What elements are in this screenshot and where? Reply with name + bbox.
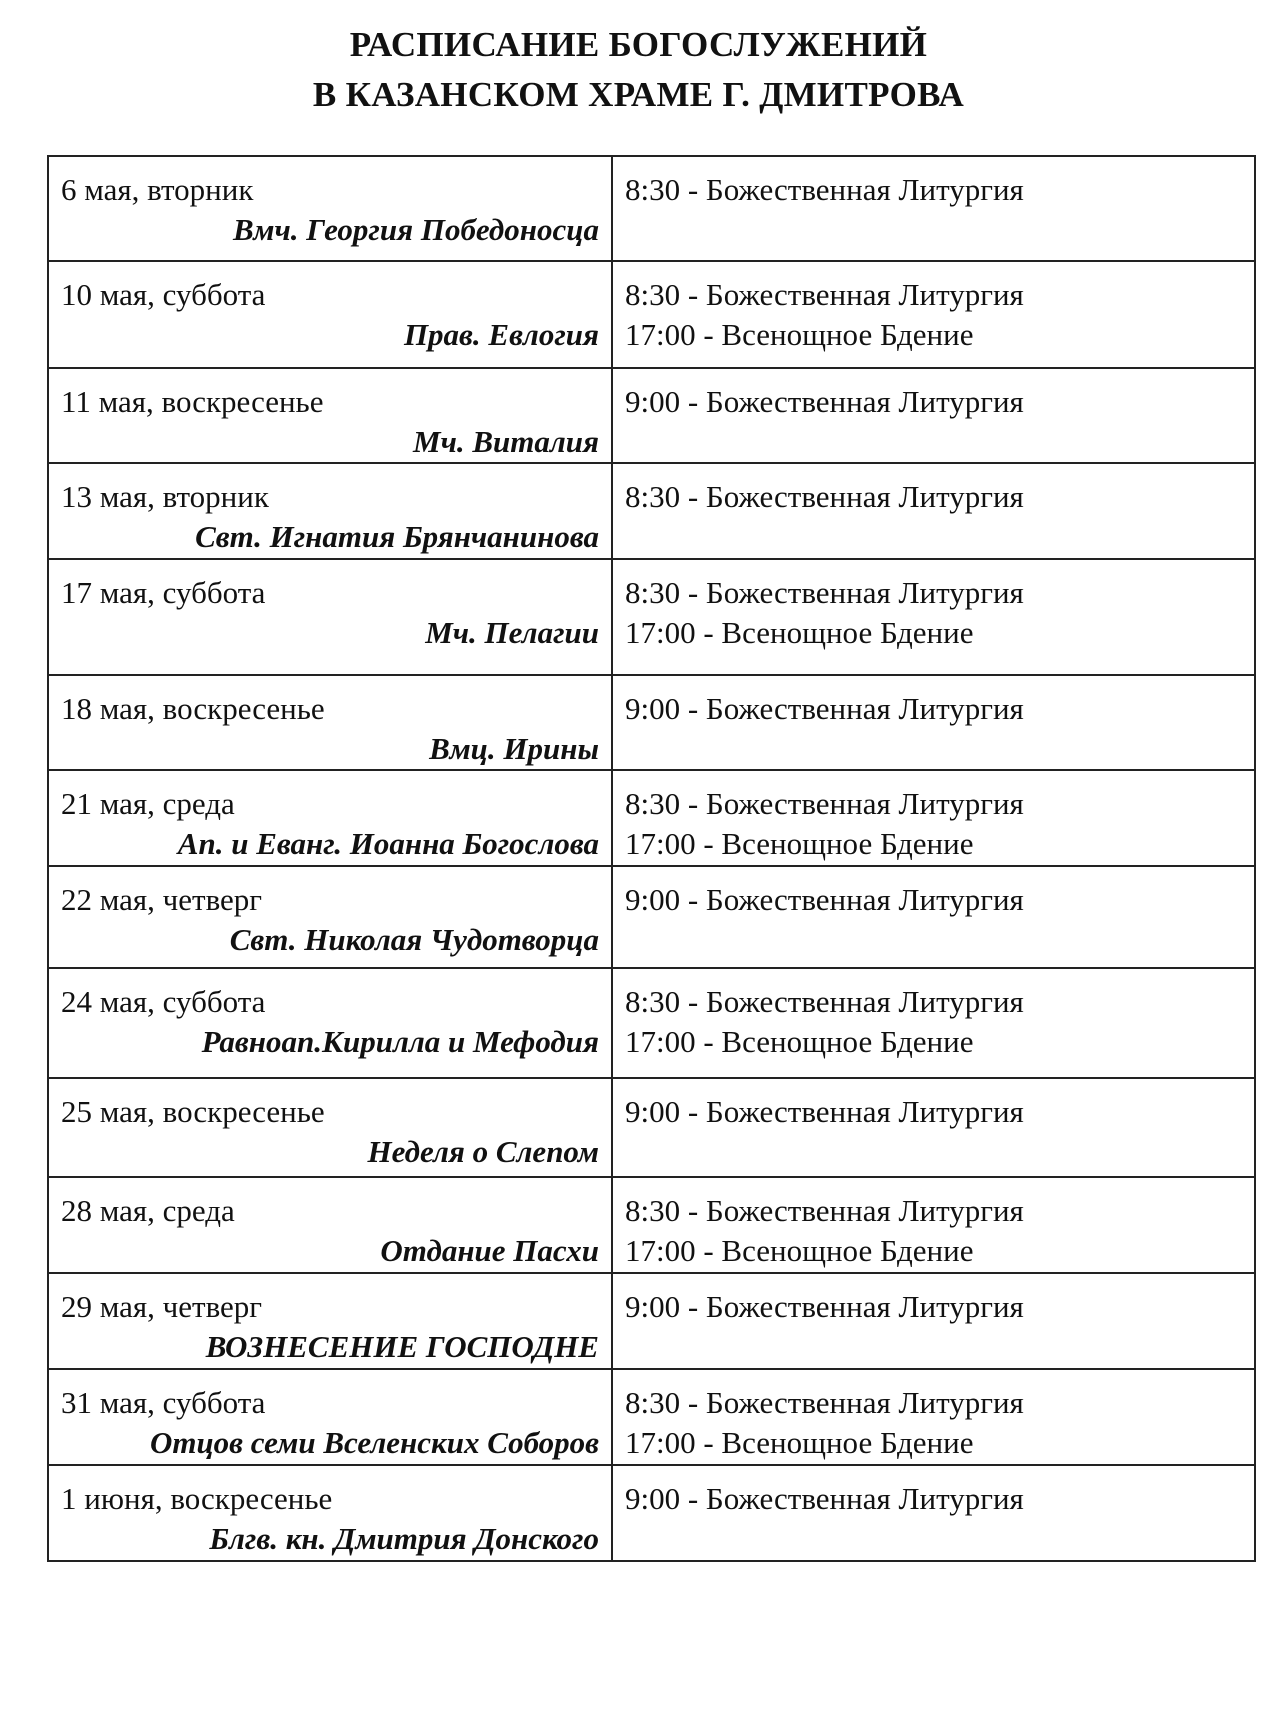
schedule-row [48, 1078, 1255, 1177]
service-date: 1 июня, воскресенье [61, 1481, 333, 1516]
service-time-entry: 8:30 - Божественная Литургия [625, 277, 1024, 312]
service-date: 17 мая, суббота [61, 575, 266, 610]
service-time-entry: 17:00 - Всенощное Бдение [625, 1425, 974, 1460]
feast-name: Мч. Виталия [413, 424, 599, 459]
service-date: 22 мая, четверг [61, 882, 263, 917]
services-cell [612, 1177, 1255, 1273]
service-date: 11 мая, воскресенье [61, 384, 324, 419]
date-cell [48, 866, 612, 968]
services-cell [612, 968, 1255, 1078]
service-time-entry: 8:30 - Божественная Литургия [625, 479, 1024, 514]
service-time-entry: 17:00 - Всенощное Бдение [625, 826, 974, 861]
service-time-entry: 8:30 - Божественная Литургия [625, 1193, 1024, 1228]
date-cell [48, 1078, 612, 1177]
service-time-entry: 9:00 - Божественная Литургия [625, 384, 1024, 419]
service-time-entry: 17:00 - Всенощное Бдение [625, 1024, 974, 1059]
service-date: 28 мая, среда [61, 1193, 235, 1228]
services-cell [612, 261, 1255, 368]
date-cell [48, 1465, 612, 1561]
date-cell [48, 261, 612, 368]
date-cell [48, 1177, 612, 1273]
feast-name: Отдание Пасхи [380, 1233, 599, 1268]
service-date: 10 мая, суббота [61, 277, 266, 312]
service-time-entry: 17:00 - Всенощное Бдение [625, 615, 974, 650]
schedule-row [48, 1177, 1255, 1273]
schedule-row [48, 368, 1255, 463]
services-cell [612, 1078, 1255, 1177]
service-time-entry: 17:00 - Всенощное Бдение [625, 317, 974, 352]
date-cell [48, 770, 612, 866]
service-date: 21 мая, среда [61, 786, 235, 821]
date-cell [48, 368, 612, 463]
date-cell [48, 463, 612, 559]
schedule-row [48, 770, 1255, 866]
services-cell [612, 559, 1255, 675]
service-date: 18 мая, воскресенье [61, 691, 325, 726]
date-cell [48, 1273, 612, 1369]
services-cell [612, 1369, 1255, 1465]
date-cell [48, 1369, 612, 1465]
services-cell [612, 1465, 1255, 1561]
service-time-entry: 9:00 - Божественная Литургия [625, 1094, 1024, 1129]
feast-name: Свт. Николая Чудотворца [229, 922, 599, 957]
service-date: 24 мая, суббота [61, 984, 266, 1019]
schedule-table [47, 155, 1256, 1562]
schedule-row [48, 866, 1255, 968]
feast-name: Блгв. кн. Дмитрия Донского [209, 1521, 599, 1556]
service-date: 29 мая, четверг [61, 1289, 263, 1324]
service-time-entry: 8:30 - Божественная Литургия [625, 786, 1024, 821]
feast-name: Прав. Евлогия [403, 317, 599, 352]
schedule-row [48, 463, 1255, 559]
feast-name: Мч. Пелагии [425, 615, 599, 650]
services-cell [612, 675, 1255, 770]
service-time-entry: 9:00 - Божественная Литургия [625, 1289, 1024, 1324]
feast-name: Равноап.Кирилла и Мефодия [201, 1024, 599, 1059]
date-cell [48, 968, 612, 1078]
services-cell [612, 463, 1255, 559]
date-cell [48, 675, 612, 770]
title-line-1: РАСПИСАНИЕ БОГОСЛУЖЕНИЙ [349, 25, 928, 64]
service-time-entry: 8:30 - Божественная Литургия [625, 172, 1024, 207]
service-time-entry: 8:30 - Божественная Литургия [625, 1385, 1024, 1420]
services-cell [612, 866, 1255, 968]
date-cell [48, 559, 612, 675]
feast-name: Вмц. Ирины [429, 731, 599, 766]
services-cell [612, 770, 1255, 866]
schedule-row [48, 968, 1255, 1078]
schedule-row [48, 261, 1255, 368]
schedule-row [48, 675, 1255, 770]
feast-name: Ап. и Еванг. Иоанна Богослова [177, 826, 599, 861]
feast-name: Отцов семи Вселенских Соборов [149, 1425, 599, 1460]
services-cell [612, 1273, 1255, 1369]
service-date: 25 мая, воскресенье [61, 1094, 325, 1129]
title-line-2: В КАЗАНСКОМ ХРАМЕ Г. ДМИТРОВА [312, 75, 965, 114]
schedule-row [48, 1465, 1255, 1561]
service-date: 31 мая, суббота [61, 1385, 266, 1420]
schedule-row [48, 1273, 1255, 1369]
date-cell [48, 156, 612, 261]
feast-name: Неделя о Слепом [367, 1134, 599, 1169]
services-cell [612, 368, 1255, 463]
services-cell [612, 156, 1255, 261]
service-date: 6 мая, вторник [61, 172, 254, 207]
schedule-row [48, 559, 1255, 675]
schedule-row [48, 156, 1255, 261]
service-time-entry: 9:00 - Божественная Литургия [625, 882, 1024, 917]
service-time-entry: 8:30 - Божественная Литургия [625, 575, 1024, 610]
page-title [0, 20, 1277, 120]
service-date: 13 мая, вторник [61, 479, 269, 514]
feast-name: Свт. Игнатия Брянчанинова [195, 519, 599, 554]
schedule-body [48, 156, 1255, 1561]
feast-name: Вмч. Георгия Победоносца [233, 212, 599, 247]
schedule-row [48, 1369, 1255, 1465]
service-time-entry: 17:00 - Всенощное Бдение [625, 1233, 974, 1268]
service-time-entry: 8:30 - Божественная Литургия [625, 984, 1024, 1019]
feast-name: ВОЗНЕСЕНИЕ ГОСПОДНЕ [205, 1329, 599, 1364]
service-time-entry: 9:00 - Божественная Литургия [625, 691, 1024, 726]
service-time-entry: 9:00 - Божественная Литургия [625, 1481, 1024, 1516]
